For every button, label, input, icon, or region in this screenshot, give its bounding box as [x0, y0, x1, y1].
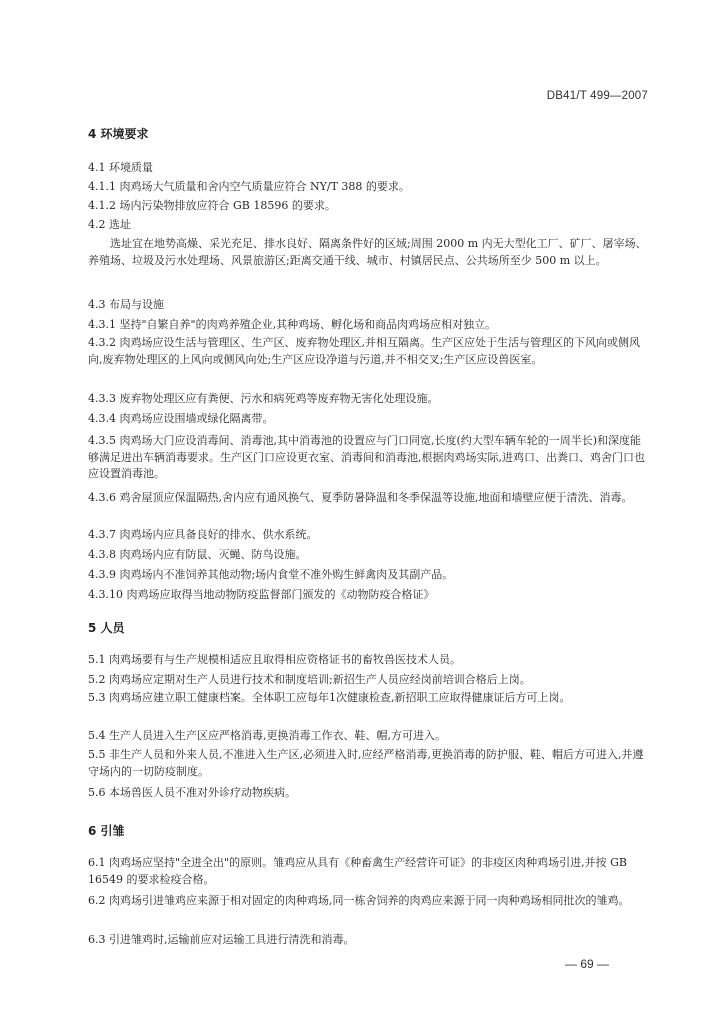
clause-6-3: 6.3 引进雏鸡时,运输前应对运输工具进行清洗和消毒。: [88, 933, 355, 946]
heading-4-2: 4.2 选址: [88, 218, 131, 231]
section-6-title: [88, 822, 648, 839]
clause-5-6: 5.6 本场兽医人员不准对外诊疗动物疾病。: [88, 786, 296, 799]
clauses-4-3: [88, 297, 648, 332]
clause-4-3-2: 4.3.2 肉鸡场应设生活与管理区、生产区、废弃物处理区,并相互隔离。生产区应处于生活与管理区的下风向或侧风向,废弃物处理区的上风向或侧风向处;生产区应设净道与污道,并不相交叉;生产区应设兽医室。: [88, 336, 640, 366]
clause-5-4-block: [88, 728, 648, 743]
clause-4-3-6: 4.3.6 鸡舍屋顶应保温隔热,舍内应有通风换气、夏季防暑降温和冬季保温等设施,地面和墙壁应便于清洗、消毒。: [88, 491, 633, 504]
clause-4-3-3: 4.3.3 废弃物处理区应有粪便、污水和病死鸡等废弃物无害化处理设施。: [88, 392, 439, 405]
clause-4-3-1: 4.3.1 坚持"自繁自养"的肉鸡养殖企业,其种鸡场、孵化场和商品肉鸡场应相对独立。: [88, 318, 497, 331]
section-title: 6 引雏: [88, 824, 125, 838]
clause-4-3-6-block: [88, 490, 648, 507]
clause-5-5-block: [88, 747, 648, 780]
section-title: 4 环境要求: [88, 127, 149, 141]
clause-5-3: 5.3 肉鸡场应建立职工健康档案。全体职工应每年1次健康检查,新招职工应取得健康证后方可上岗。: [88, 691, 571, 704]
clause-4-3-8: 4.3.8 肉鸡场内应有防鼠、灭蝇、防鸟设施。: [88, 548, 307, 561]
clause-6-2: 6.2 肉鸡场引进雏鸡应来源于相对固定的肉种鸡场,同一栋舍饲养的肉鸡应来源于同一肉种鸡场相同批次的雏鸡。: [88, 894, 630, 907]
clause-4-3-5: 4.3.5 肉鸡场大门应设消毒间、消毒池,其中消毒池的设置应与门口同宽,长度(约大型车辆车轮的一周半长)和深度能够满足进出车辆消毒要求。生产区门口应设更衣室、消毒间和消毒池,根据肉鸡场实际,进鸡口、出粪口、鸡舍门口也应设置消毒池。: [88, 434, 645, 480]
clause-5-6-block: [88, 785, 648, 800]
section-5-title: [88, 619, 648, 636]
page-number: — 69 —: [565, 957, 610, 971]
clause-6-1: 6.1 肉鸡场应坚持"全进全出"的原则。雏鸡应从具有《种畜禽生产经营许可证》的非疫区肉种鸡场引进,并按 GB 16549 的要求检疫合格。: [88, 856, 627, 886]
clauses-4-3-3-4: [88, 391, 648, 426]
clause-6-3-block: [88, 932, 648, 947]
clause-4-1-1: 4.1.1 肉鸡场大气质量和舍内空气质量应符合 NY/T 388 的要求。: [88, 180, 410, 193]
clause-6-1-block: [88, 855, 648, 888]
clause-5-5: 5.5 非生产人员和外来人员,不准进入生产区,必须进入时,应经严格消毒,更换消毒的防护服、鞋、帽后方可进入,并遵守场内的一切防疫制度。: [88, 748, 644, 778]
siting-paragraph: 选址宜在地势高燥、采光充足、排水良好、隔离条件好的区域;周围 2000 m 内无大型化工厂、矿厂、屠宰场、养殖场、垃圾及污水处理场、风景旅游区;距离交通干线、城市、村镇居民点、公共场所至少 500 m 以上。: [88, 237, 647, 267]
clause-4-3-10: 4.3.10 肉鸡场应取得当地动物防疫监督部门颁发的《动物防疫合格证》: [88, 588, 435, 601]
section-4-body: [88, 160, 648, 232]
clause-4-3-7: 4.3.7 肉鸡场内应具备良好的排水、供水系统。: [88, 528, 318, 541]
heading-4-3: 4.3 布局与设施: [88, 298, 164, 311]
clause-5-2: 5.2 肉鸡场应定期对生产人员进行技术和制度培训;新招生产人员应经岗前培训合格后上岗。: [88, 673, 531, 686]
clause-5-1: 5.1 肉鸡场要有与生产规模相适应且取得相应资格证书的畜牧兽医技术人员。: [88, 653, 461, 666]
clause-6-2-block: [88, 893, 648, 910]
clauses-5-1-2: [88, 652, 648, 687]
clause-4-3-2-block: [88, 335, 648, 368]
clause-4-3-9: 4.3.9 肉鸡场内不准饲养其他动物;场内食堂不准外购生鲜禽肉及其副产品。: [88, 568, 454, 581]
clause-5-4: 5.4 生产人员进入生产区应严格消毒,更换消毒工作衣、鞋、帽,方可进入。: [88, 729, 446, 742]
section-4-title: [88, 125, 648, 142]
heading-4-1: 4.1 环境质量: [88, 161, 153, 174]
clause-5-3-block: [88, 690, 648, 707]
clause-4-3-4: 4.3.4 肉鸡场应设围墙或绿化隔离带。: [88, 412, 274, 425]
clause-4-2-text: [88, 236, 648, 269]
clause-4-3-5-block: [88, 433, 648, 483]
clauses-4-3-7-10: [88, 527, 648, 602]
doc-id-header: DB41/T 499—2007: [546, 90, 648, 102]
section-title: 5 人员: [88, 621, 125, 635]
clause-4-1-2: 4.1.2 场内污染物排放应符合 GB 18596 的要求。: [88, 199, 336, 212]
